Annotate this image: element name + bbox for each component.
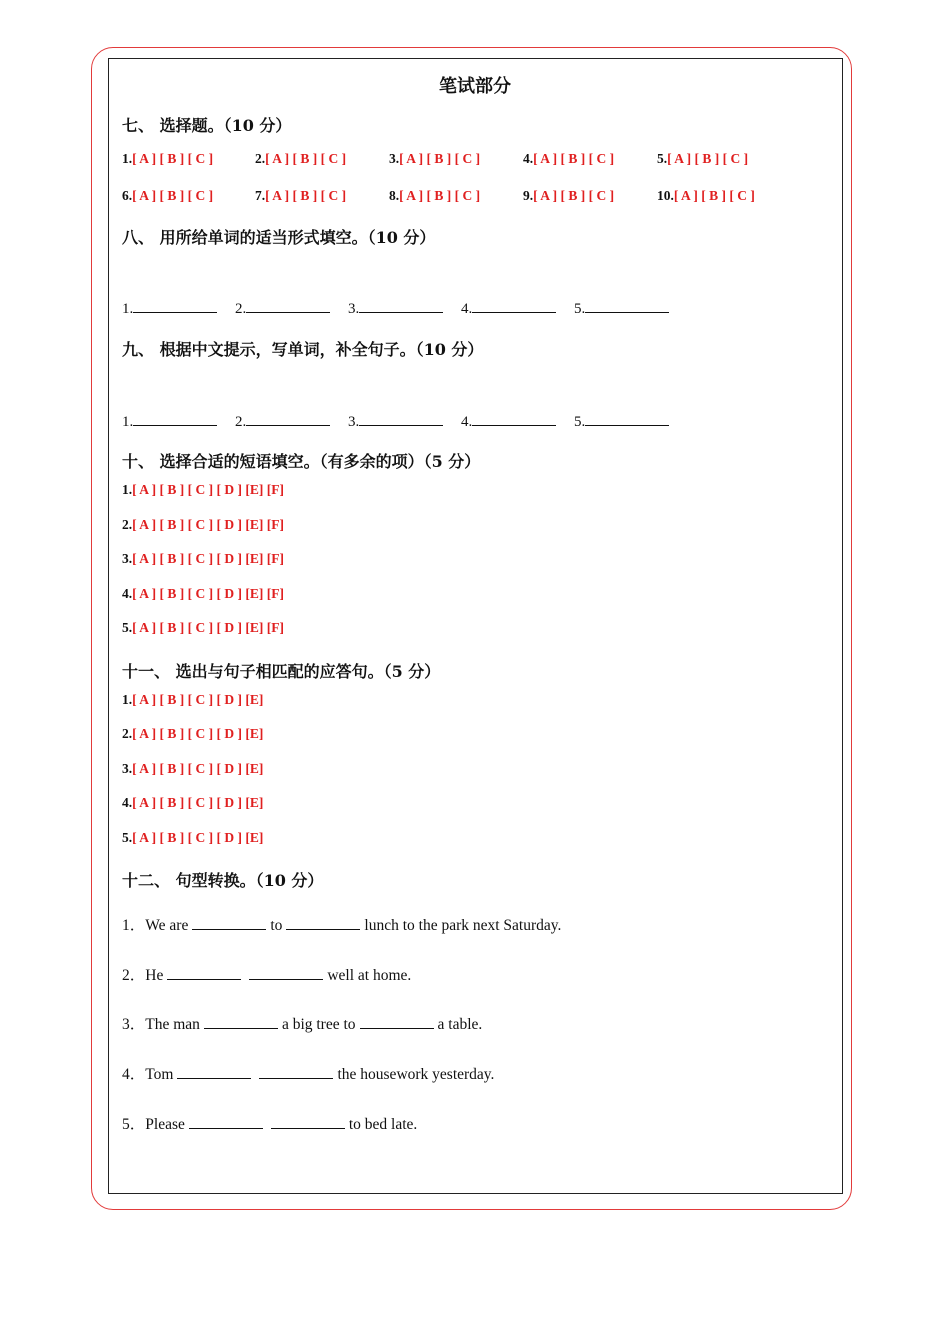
- blank-field[interactable]: [177, 1066, 251, 1079]
- choice-item[interactable]: 5.[ A ] [ B ] [ C ]: [657, 151, 749, 166]
- choice-item[interactable]: 10.[ A ] [ B ] [ C ]: [657, 188, 755, 203]
- choice-item[interactable]: 1.[ A ] [ B ] [ C ] [ D ] [E]: [122, 692, 264, 707]
- blank-field[interactable]: [259, 1066, 333, 1079]
- blank-field[interactable]: 3.: [348, 413, 443, 431]
- section-12-heading: 十二、 句型转换。（10 分）: [122, 871, 324, 890]
- choice-item[interactable]: 6.[ A ] [ B ] [ C ]: [122, 188, 214, 203]
- section-8-heading: 八、 用所给单词的适当形式填空。（10 分）: [122, 228, 436, 247]
- blank-field[interactable]: [189, 1116, 263, 1129]
- choice-item[interactable]: 1.[ A ] [ B ] [ C ]: [122, 151, 214, 166]
- choice-item[interactable]: 3.[ A ] [ B ] [ C ] [ D ] [E] [F]: [122, 551, 284, 566]
- choice-item[interactable]: 1.[ A ] [ B ] [ C ] [ D ] [E] [F]: [122, 482, 284, 497]
- blank-field[interactable]: 1.: [122, 300, 217, 318]
- choice-item[interactable]: 2.[ A ] [ B ] [ C ] [ D ] [E] [F]: [122, 517, 284, 532]
- blank-field[interactable]: 3.: [348, 300, 443, 318]
- section-9-blanks: [122, 413, 683, 431]
- choice-item[interactable]: 5.[ A ] [ B ] [ C ] [ D ] [E]: [122, 830, 264, 845]
- choice-item[interactable]: 7.[ A ] [ B ] [ C ]: [255, 188, 347, 203]
- blank-field[interactable]: 2.: [235, 300, 330, 318]
- sentence-item: 5．Please to bed late.: [122, 1116, 418, 1133]
- blank-field[interactable]: [204, 1016, 278, 1029]
- sentence-item: 4．Tom the housework yesterday.: [122, 1066, 495, 1083]
- sentence-item: 3．The man a big tree to a table.: [122, 1016, 483, 1033]
- section-8-blanks: [122, 300, 683, 318]
- page-title: 笔试部分: [439, 76, 511, 97]
- choice-item[interactable]: 8.[ A ] [ B ] [ C ]: [389, 188, 481, 203]
- choice-item[interactable]: 9.[ A ] [ B ] [ C ]: [523, 188, 615, 203]
- blank-field[interactable]: [167, 967, 241, 980]
- blank-field[interactable]: [360, 1016, 434, 1029]
- choice-item[interactable]: 4.[ A ] [ B ] [ C ] [ D ] [E]: [122, 795, 264, 810]
- blank-field[interactable]: 4.: [461, 413, 556, 431]
- choice-item[interactable]: 2.[ A ] [ B ] [ C ]: [255, 151, 347, 166]
- choice-item[interactable]: 2.[ A ] [ B ] [ C ] [ D ] [E]: [122, 726, 264, 741]
- section-10-heading: 十、 选择合适的短语填空。（有多余的项）（5 分）: [122, 452, 481, 471]
- blank-field[interactable]: [249, 967, 323, 980]
- blank-field[interactable]: 4.: [461, 300, 556, 318]
- section-11-heading: 十一、 选出与句子相匹配的应答句。（5 分）: [122, 662, 441, 681]
- sentence-item: 2．He well at home.: [122, 967, 412, 984]
- choice-item[interactable]: 3.[ A ] [ B ] [ C ] [ D ] [E]: [122, 761, 264, 776]
- blank-field[interactable]: 5.: [574, 413, 669, 431]
- sentence-item: 1．We are to lunch to the park next Saturday.: [122, 917, 562, 934]
- blank-field[interactable]: [271, 1116, 345, 1129]
- blank-field[interactable]: 2.: [235, 413, 330, 431]
- choice-item[interactable]: 4.[ A ] [ B ] [ C ] [ D ] [E] [F]: [122, 586, 284, 601]
- blank-field[interactable]: 1.: [122, 413, 217, 431]
- choice-item[interactable]: 5.[ A ] [ B ] [ C ] [ D ] [E] [F]: [122, 620, 284, 635]
- choice-item[interactable]: 3.[ A ] [ B ] [ C ]: [389, 151, 481, 166]
- section-9-heading: 九、 根据中文提示，写单词，补全句子。（10 分）: [122, 340, 484, 359]
- blank-field[interactable]: [192, 917, 266, 930]
- choice-item[interactable]: 4.[ A ] [ B ] [ C ]: [523, 151, 615, 166]
- section-7-heading: 七、 选择题。（10 分）: [122, 116, 292, 135]
- blank-field[interactable]: [286, 917, 360, 930]
- blank-field[interactable]: 5.: [574, 300, 669, 318]
